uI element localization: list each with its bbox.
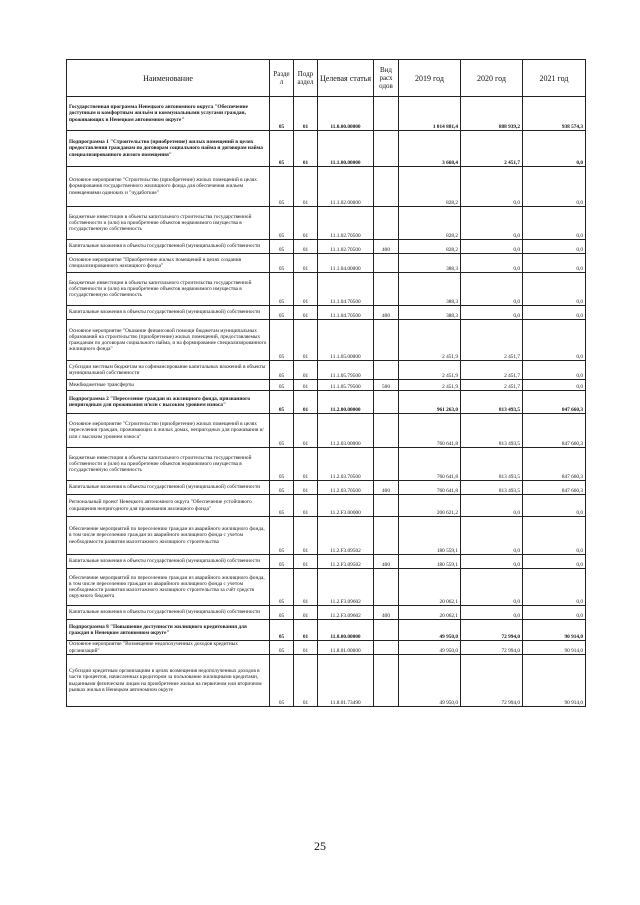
- table-cell-expense-type: [374, 361, 399, 380]
- table-cell-target-article: 11.2.03.70500: [318, 481, 374, 495]
- table-cell-2021: 0,0: [523, 606, 586, 620]
- table-cell-target-article: 11.1.02.00000: [318, 167, 374, 207]
- header-section: Разде л: [270, 60, 294, 97]
- table-row: [67, 569, 586, 606]
- table-cell-2019: 200 621,2: [399, 495, 461, 517]
- table-cell-subsection: 01: [294, 131, 318, 167]
- table-row: [67, 361, 586, 380]
- table-cell-subsection: 01: [294, 167, 318, 207]
- table-cell-name: Субсидии кредитным организациям в целях возмещения недополученных доходов в части процентов, начисленных кредитором за пользование жилищными кредитами, выданными физическим лицам на приобретение жилья на первичном или вторичном рынках жилья в Ненецком автономном округе: [67, 655, 270, 707]
- table-row: [67, 481, 586, 495]
- table-row: [67, 606, 586, 620]
- table-cell-expense-type: [374, 273, 399, 306]
- table-cell-expense-type: 400: [374, 555, 399, 569]
- table-cell-name: Бюджетные инвестиции в объекты капитального строительства государственной собственности и (или) на приобретение объектов недвижимого имущества в государственную собственность: [67, 207, 270, 240]
- table-cell-section: 05: [270, 641, 294, 655]
- table-cell-subsection: 01: [294, 448, 318, 481]
- header-name: Наименование: [67, 60, 270, 97]
- table-cell-section: 05: [270, 207, 294, 240]
- table-cell-section: 05: [270, 414, 294, 448]
- table-row: [67, 448, 586, 481]
- table-cell-name: Капитальные вложения в объекты государственной (муниципальной) собственности: [67, 555, 270, 569]
- table-cell-section: 05: [270, 131, 294, 167]
- table-cell-target-article: 11.8.00.00000: [318, 620, 374, 641]
- table-cell-subsection: 01: [294, 320, 318, 361]
- table-body: [67, 97, 586, 707]
- table-row: [67, 555, 586, 569]
- table-row: [67, 240, 586, 254]
- table-cell-2019: 388,3: [399, 273, 461, 306]
- table-cell-expense-type: [374, 655, 399, 707]
- table-cell-2019: 20 062,1: [399, 569, 461, 606]
- table-cell-2021: 0,0: [523, 131, 586, 167]
- table-row: [67, 320, 586, 361]
- table-cell-target-article: 11.2.03.70500: [318, 448, 374, 481]
- table-cell-target-article: 11.2.F3.09502: [318, 555, 374, 569]
- table-cell-expense-type: [374, 517, 399, 555]
- table-cell-expense-type: 400: [374, 606, 399, 620]
- table-cell-2019: 760 641,8: [399, 481, 461, 495]
- table-cell-subsection: 01: [294, 97, 318, 131]
- table-cell-2021: 0,0: [523, 320, 586, 361]
- table-cell-2019: 388,3: [399, 254, 461, 273]
- table-cell-section: 05: [270, 495, 294, 517]
- table-cell-section: 05: [270, 620, 294, 641]
- table-cell-2021: 847 660,3: [523, 481, 586, 495]
- table-cell-section: 05: [270, 391, 294, 414]
- table-cell-name: Межбюджетные трансферты: [67, 380, 270, 391]
- table-cell-expense-type: [374, 495, 399, 517]
- table-cell-section: 05: [270, 306, 294, 320]
- table-cell-2020: 0,0: [461, 517, 523, 555]
- table-cell-2019: 49 950,0: [399, 641, 461, 655]
- header-expense-type: Вид расх одов: [374, 60, 399, 97]
- table-cell-target-article: 11.2.F3.09502: [318, 517, 374, 555]
- header-2020: 2020 год: [461, 60, 523, 97]
- table-cell-name: Региональный проект Ненецкого автономного округа "Обеспечение устойчивого сокращения непригодного для проживания жилищного фонда": [67, 495, 270, 517]
- table-cell-name: Подпрограмма 8 "Повышение доступности жилищного кредитования для граждан в Ненецком автономном округе": [67, 620, 270, 641]
- table-cell-name: Основное мероприятие "Строительство (приобретение) жилых помещений в целях переселения граждан, проживающих в жилых домах, непригодных для проживания и/или с высоким уровнем износа": [67, 414, 270, 448]
- table-cell-name: Обеспечение мероприятий по переселению граждан из аварийного жилищного фонда, в том числе переселению граждан из аварийного жилищного фонда с учетом необходимости развития малоэтажного жилищного строительства за счёт средств окружного бюджета: [67, 569, 270, 606]
- table-cell-target-article: 11.0.00.00000: [318, 97, 374, 131]
- table-cell-2021: 0,0: [523, 380, 586, 391]
- table-cell-2020: 72 994,0: [461, 655, 523, 707]
- table-cell-2020: 813 493,5: [461, 448, 523, 481]
- table-cell-2020: 2 451,7: [461, 131, 523, 167]
- table-cell-subsection: 01: [294, 254, 318, 273]
- table-cell-2020: 0,0: [461, 606, 523, 620]
- table-cell-2020: 0,0: [461, 254, 523, 273]
- table-cell-subsection: 01: [294, 361, 318, 380]
- table-cell-subsection: 01: [294, 569, 318, 606]
- page-number: 25: [314, 839, 326, 853]
- table-row: [67, 306, 586, 320]
- table-cell-subsection: 01: [294, 555, 318, 569]
- table-cell-2021: 0,0: [523, 240, 586, 254]
- table-cell-2020: 0,0: [461, 240, 523, 254]
- table-cell-2020: 0,0: [461, 495, 523, 517]
- table-cell-section: 05: [270, 448, 294, 481]
- budget-table: [66, 59, 586, 707]
- table-cell-2019: 2 451,9: [399, 361, 461, 380]
- table-cell-2019: 760 641,8: [399, 414, 461, 448]
- table-cell-subsection: 01: [294, 641, 318, 655]
- table-cell-expense-type: 400: [374, 240, 399, 254]
- table-cell-2020: 813 493,5: [461, 481, 523, 495]
- table-cell-expense-type: 400: [374, 306, 399, 320]
- table-cell-name: Основное мероприятие "Возмещение недополученных доходов кредитных организаций": [67, 641, 270, 655]
- table-cell-expense-type: [374, 207, 399, 240]
- table-cell-expense-type: 500: [374, 380, 399, 391]
- table-cell-subsection: 01: [294, 207, 318, 240]
- table-cell-target-article: 11.1.04.70500: [318, 273, 374, 306]
- table-cell-target-article: 11.1.05.79500: [318, 361, 374, 380]
- header-target-article: Целевая статья: [318, 60, 374, 97]
- table-row: [67, 414, 586, 448]
- table-cell-2019: 2 451,9: [399, 380, 461, 391]
- table-cell-2019: 828,2: [399, 207, 461, 240]
- table-cell-2021: 90 914,0: [523, 641, 586, 655]
- table-cell-expense-type: [374, 641, 399, 655]
- table-cell-section: 05: [270, 273, 294, 306]
- table-cell-2019: 3 668,4: [399, 131, 461, 167]
- table-cell-2020: 2 451,7: [461, 320, 523, 361]
- table-cell-2019: 49 950,0: [399, 655, 461, 707]
- table-cell-name: Капитальные вложения в объекты государственной (муниципальной) собственности: [67, 240, 270, 254]
- table-cell-2019: 1 014 881,4: [399, 97, 461, 131]
- table-row: [67, 167, 586, 207]
- table-row: [67, 254, 586, 273]
- table-cell-section: 05: [270, 481, 294, 495]
- table-cell-2019: 828,2: [399, 240, 461, 254]
- table-cell-subsection: 01: [294, 391, 318, 414]
- table-cell-target-article: 11.1.05.79500: [318, 380, 374, 391]
- table-cell-expense-type: [374, 97, 399, 131]
- table-row: [67, 641, 586, 655]
- table-cell-section: 05: [270, 97, 294, 131]
- table-cell-subsection: 01: [294, 495, 318, 517]
- table-cell-2019: 961 263,0: [399, 391, 461, 414]
- table-cell-name: Основное мероприятие "Строительство (приобретение) жилых помещений в целях формирования государственного жилищного фонда для обеспечения жильем помещениями одиноких и "чудаботкие": [67, 167, 270, 207]
- table-cell-section: 05: [270, 380, 294, 391]
- table-cell-subsection: 01: [294, 380, 318, 391]
- table-cell-target-article: 11.8.01.00000: [318, 641, 374, 655]
- table-cell-name: Капитальные вложения в объекты государственной (муниципальной) собственности: [67, 481, 270, 495]
- table-cell-subsection: 01: [294, 273, 318, 306]
- table-cell-2020: 2 451,7: [461, 380, 523, 391]
- table-cell-expense-type: 400: [374, 481, 399, 495]
- budget-table-container: [66, 59, 585, 707]
- table-row: [67, 391, 586, 414]
- table-header-row: [67, 60, 586, 97]
- table-cell-expense-type: [374, 320, 399, 361]
- table-cell-target-article: 11.1.00.00000: [318, 131, 374, 167]
- table-cell-2021: 0,0: [523, 207, 586, 240]
- table-cell-2020: 813 493,5: [461, 414, 523, 448]
- table-row: [67, 207, 586, 240]
- table-cell-target-article: 11.1.02.70500: [318, 207, 374, 240]
- table-cell-target-article: 11.2.F3.00000: [318, 495, 374, 517]
- table-cell-2019: 2 451,9: [399, 320, 461, 361]
- table-cell-2021: 0,0: [523, 555, 586, 569]
- header-subsection: Подр аздел: [294, 60, 318, 97]
- table-cell-2020: 0,0: [461, 569, 523, 606]
- table-cell-2021: 90 914,0: [523, 620, 586, 641]
- table-row: [67, 495, 586, 517]
- table-cell-expense-type: [374, 254, 399, 273]
- table-cell-2020: 72 994,0: [461, 620, 523, 641]
- table-cell-subsection: 01: [294, 414, 318, 448]
- table-cell-2019: 49 950,0: [399, 620, 461, 641]
- table-cell-2021: 847 660,3: [523, 391, 586, 414]
- table-cell-2021: 0,0: [523, 167, 586, 207]
- table-cell-2021: 0,0: [523, 495, 586, 517]
- table-cell-2021: 938 574,3: [523, 97, 586, 131]
- table-cell-expense-type: [374, 391, 399, 414]
- table-cell-2020: 0,0: [461, 273, 523, 306]
- table-cell-name: Основное мероприятие "Приобретение жилых помещений в целях создания специализированного жилищного фонда": [67, 254, 270, 273]
- table-row: [67, 517, 586, 555]
- table-cell-name: Обеспечение мероприятий по переселению граждан из аварийного жилищного фонда, в том числе переселению граждан из аварийного жилищного фонда с учетом необходимости развития малоэтажного жилищного строительства: [67, 517, 270, 555]
- table-row: [67, 97, 586, 131]
- table-cell-subsection: 01: [294, 240, 318, 254]
- table-cell-2019: 180 559,1: [399, 555, 461, 569]
- table-cell-2021: 0,0: [523, 517, 586, 555]
- table-row: [67, 131, 586, 167]
- table-cell-subsection: 01: [294, 306, 318, 320]
- table-cell-section: 05: [270, 167, 294, 207]
- table-cell-subsection: 01: [294, 620, 318, 641]
- table-cell-expense-type: [374, 569, 399, 606]
- table-cell-2020: 2 451,7: [461, 361, 523, 380]
- table-cell-2021: 0,0: [523, 361, 586, 380]
- table-cell-target-article: 11.2.F3.09602: [318, 606, 374, 620]
- table-row: [67, 620, 586, 641]
- table-cell-2020: 0,0: [461, 207, 523, 240]
- table-cell-2019: 180 559,1: [399, 517, 461, 555]
- table-cell-section: 05: [270, 569, 294, 606]
- table-cell-2020: 888 939,2: [461, 97, 523, 131]
- table-cell-section: 05: [270, 361, 294, 380]
- table-cell-target-article: 11.2.F3.09602: [318, 569, 374, 606]
- table-cell-target-article: 11.2.03.00000: [318, 414, 374, 448]
- table-cell-2020: 0,0: [461, 167, 523, 207]
- table-cell-2020: 72 994,0: [461, 641, 523, 655]
- header-2021: 2021 год: [523, 60, 586, 97]
- table-cell-name: Подпрограмма 1 "Строительство (приобретение) жилых помещений в целях предоставления гражданам по договорам социального найма и договорам найма специализированного жилого помещения": [67, 131, 270, 167]
- table-cell-name: Бюджетные инвестиции в объекты капитального строительства государственной собственности и (или) на приобретение объектов недвижимого имущества в государственную собственность: [67, 273, 270, 306]
- table-cell-target-article: 11.1.05.00000: [318, 320, 374, 361]
- table-cell-section: 05: [270, 240, 294, 254]
- table-cell-name: Субсидии местным бюджетам на софинансирование капитальных вложений в объекты муниципальной собственности: [67, 361, 270, 380]
- table-cell-name: Капитальные вложения в объекты государственной (муниципальной) собственности: [67, 606, 270, 620]
- table-cell-section: 05: [270, 555, 294, 569]
- table-cell-2021: 0,0: [523, 569, 586, 606]
- table-cell-subsection: 01: [294, 517, 318, 555]
- table-cell-2019: 760 641,8: [399, 448, 461, 481]
- table-cell-2021: 0,0: [523, 306, 586, 320]
- table-cell-expense-type: [374, 414, 399, 448]
- table-cell-subsection: 01: [294, 655, 318, 707]
- table-cell-name: Капитальные вложения в объекты государственной (муниципальной) собственности: [67, 306, 270, 320]
- table-cell-section: 05: [270, 606, 294, 620]
- table-cell-2021: 0,0: [523, 273, 586, 306]
- table-cell-2021: 847 660,3: [523, 414, 586, 448]
- table-cell-2021: 847 660,3: [523, 448, 586, 481]
- table-cell-name: Подпрограмма 2 "Переселение граждан из жилищного фонда, признанного непригодным для проживания и/или с высоким уровнем износа": [67, 391, 270, 414]
- table-cell-name: Основное мероприятие "Оказание финансовой помощи бюджетам муниципальных образований на строительство (приобретение) жилых помещений, предоставляемых гражданам по договорам социального найма, и на формирование специализированного жилищного фонда": [67, 320, 270, 361]
- table-cell-target-article: 11.1.02.70500: [318, 240, 374, 254]
- table-cell-2019: 388,3: [399, 306, 461, 320]
- table-cell-section: 05: [270, 320, 294, 361]
- table-cell-2019: 828,2: [399, 167, 461, 207]
- header-2019: 2019 год: [399, 60, 461, 97]
- table-cell-2021: 0,0: [523, 254, 586, 273]
- table-cell-expense-type: [374, 620, 399, 641]
- table-cell-target-article: 11.8.01.73490: [318, 655, 374, 707]
- table-cell-2021: 90 914,0: [523, 655, 586, 707]
- table-cell-target-article: 11.1.04.70500: [318, 306, 374, 320]
- table-cell-expense-type: [374, 167, 399, 207]
- table-cell-2020: 0,0: [461, 306, 523, 320]
- table-cell-section: 05: [270, 254, 294, 273]
- table-cell-2020: 813 493,5: [461, 391, 523, 414]
- table-cell-2020: 0,0: [461, 555, 523, 569]
- table-cell-subsection: 01: [294, 481, 318, 495]
- table-cell-subsection: 01: [294, 606, 318, 620]
- table-row: [67, 380, 586, 391]
- table-cell-section: 05: [270, 655, 294, 707]
- table-cell-section: 05: [270, 517, 294, 555]
- table-cell-name: Бюджетные инвестиции в объекты капитального строительства государственной собственности и (или) на приобретение объектов недвижимого имущества в государственную собственность: [67, 448, 270, 481]
- table-cell-expense-type: [374, 448, 399, 481]
- table-cell-name: Государственная программа Ненецкого автономного округа "Обеспечение доступным и комфортным жильём и коммунальными услугами граждан, проживающих в Ненецком автономном округе": [67, 97, 270, 131]
- table-cell-target-article: 11.1.04.00000: [318, 254, 374, 273]
- table-cell-expense-type: [374, 131, 399, 167]
- table-cell-2019: 20 062,1: [399, 606, 461, 620]
- table-row: [67, 273, 586, 306]
- table-row: [67, 655, 586, 707]
- table-cell-target-article: 11.2.00.00000: [318, 391, 374, 414]
